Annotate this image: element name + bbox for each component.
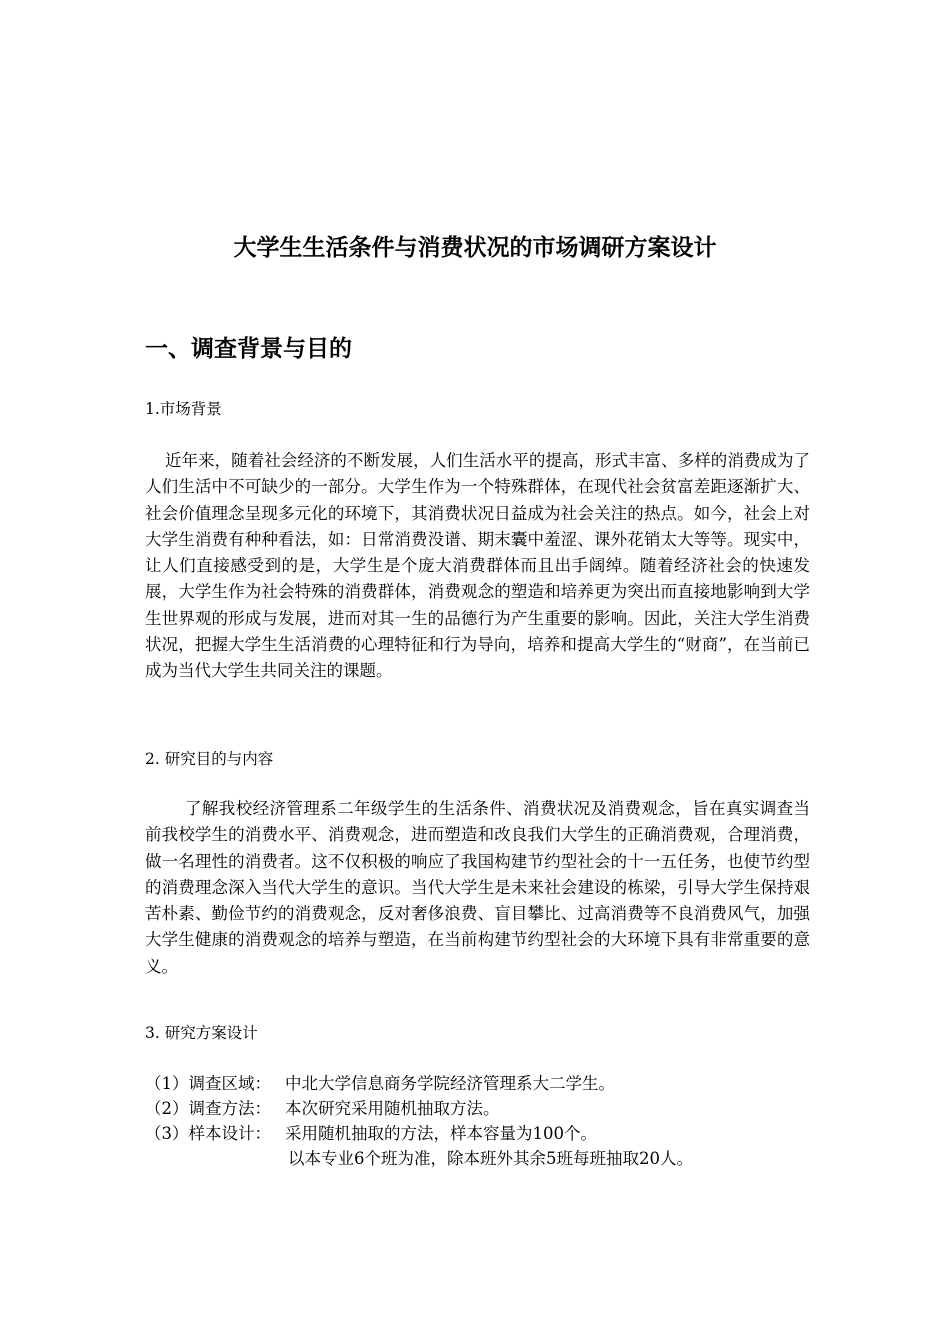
design-item-sample-design	[145, 1123, 597, 1145]
design-item-label: （2）调查方法：	[145, 1099, 271, 1118]
section-heading: 一、调查背景与目的	[145, 336, 352, 362]
design-item-label: （1）调查区域：	[145, 1074, 271, 1093]
design-item-survey-method	[145, 1098, 500, 1120]
document-title: 大学生生活条件与消费状况的市场调研方案设计	[233, 235, 717, 261]
design-item-value: 中北大学信息商务学院经济管理系大二学生。	[285, 1074, 615, 1093]
design-item-survey-area	[145, 1073, 615, 1095]
subsection-heading-research-design: 3. 研究方案设计	[145, 1024, 258, 1042]
subsection-heading-research-purpose: 2. 研究目的与内容	[145, 750, 274, 768]
design-item-label: （3）样本设计：	[145, 1124, 271, 1143]
market-background-paragraph: 近年来，随着社会经济的不断发展，人们生活水平的提高，形式丰富、多样的消费成为了人们生活中不可缺少的一部分。大学生作为一个特殊群体，在现代社会贫富差距逐渐扩大、社会价值理念呈现多元化的环境下，其消费状况日益成为社会关注的热点。如今，社会上对大学生消费有种种看法，如：日常消费没谱、期末囊中羞涩、课外花销太大等等。现实中，让人们直接感受到的是，大学生是个庞大消费群体而且出手阔绰。随着经济社会的快速发展，大学生作为社会特殊的消费群体，消费观念的塑造和培养更为突出而直接地影响到大学生世界观的形成与发展，进而对其一生的品德行为产生重要的影响。因此，关注大学生消费状况，把握大学生生活消费的心理特征和行为导向，培养和提高大学生的“财商”，在当前已成为当代大学生共同关注的课题。	[145, 451, 810, 681]
research-purpose-paragraph: 了解我校经济管理系二年级学生的生活条件、消费状况及消费观念，旨在真实调查当前我校学生的消费水平、消费观念，进而塑造和改良我们大学生的正确消费观，合理消费，做一名理性的消费者。这不仅积极的响应了我国构建节约型社会的十一五任务，也使节约型的消费理念深入当代大学生的意识。当代大学生是未来社会建设的栋梁，引导大学生保持艰苦朴素、勤俭节约的消费观念，反对奢侈浪费、盲目攀比、过高消费等不良消费风气，加强大学生健康的消费观念的培养与塑造，在当前构建节约型社会的大环境下具有非常重要的意义。	[145, 799, 810, 976]
subsection-heading-market-background: 1.市场背景	[145, 400, 222, 418]
sample-design-continuation: 以本专业6个班为准，除本班外其余5班每班抽取20人。	[288, 1149, 693, 1168]
design-item-value: 采用随机抽取的方法，样本容量为100个。	[285, 1124, 597, 1143]
design-item-value: 本次研究采用随机抽取方法。	[285, 1099, 500, 1118]
